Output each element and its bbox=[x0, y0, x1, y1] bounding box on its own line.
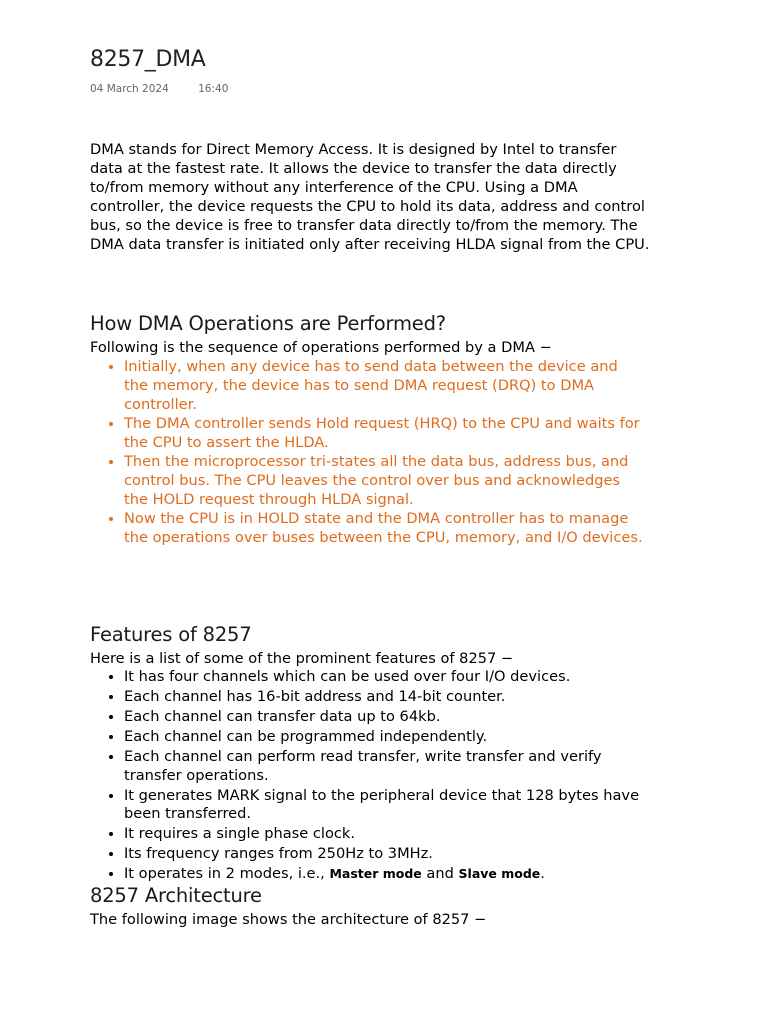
page-date: 04 March 2024 bbox=[90, 83, 169, 95]
list-item-modes bbox=[124, 865, 644, 884]
operations-list bbox=[90, 357, 644, 547]
master-mode-label: Master mode bbox=[329, 866, 422, 881]
list-item: • Its frequency ranges from 250Hz to 3MHz. bbox=[124, 845, 644, 864]
list-item: • Now the CPU is in HOLD state and the DMA controller has to manage the operations over buses between the CPU, memory, and I/O devices. bbox=[124, 509, 644, 547]
page-title: 8257_DMA bbox=[90, 47, 206, 72]
list-item: • Initially, when any device has to send data between the device and the memory, the device has to send DMA request (DRQ) to DMA controller. bbox=[124, 357, 644, 414]
list-item: • The DMA controller sends Hold request (HRQ) to the CPU and waits for the CPU to assert the HLDA. bbox=[124, 414, 644, 452]
list-item: • It generates MARK signal to the peripheral device that 128 bytes have been transferred. bbox=[124, 787, 644, 824]
features-lead: Here is a list of some of the prominent features of 8257 − bbox=[90, 650, 514, 667]
modes-suffix: . bbox=[540, 865, 545, 882]
slave-mode-label: Slave mode bbox=[458, 866, 541, 881]
section-heading-architecture: 8257 Architecture bbox=[90, 884, 262, 907]
intro-paragraph: DMA stands for Direct Memory Access. It is designed by Intel to transfer data at the fastest rate. It allows the device to transfer the data directly to/from memory without any interference of the CPU. Using a DMA controller, the device requests the CPU to hold its data, address and control bus, so the device is free to transfer data directly to/from the memory. The DMA data transfer is initiated only after receiving HLDA signal from the CPU. bbox=[90, 141, 650, 253]
operations-lead: Following is the sequence of operations performed by a DMA − bbox=[90, 339, 552, 356]
architecture-lead: The following image shows the architecture of 8257 − bbox=[90, 911, 487, 928]
list-item: • It has four channels which can be used over four I/O devices. bbox=[124, 668, 644, 687]
modes-prefix: It operates in 2 modes, i.e., bbox=[124, 865, 325, 882]
list-item: • Each channel can transfer data up to 64kb. bbox=[124, 708, 644, 727]
page-time: 16:40 bbox=[198, 83, 229, 95]
list-item: • Each channel can be programmed independently. bbox=[124, 728, 644, 747]
list-item: • Each channel has 16-bit address and 14-bit counter. bbox=[124, 688, 644, 707]
page-meta bbox=[90, 83, 228, 95]
features-list bbox=[90, 668, 644, 885]
list-item: • Each channel can perform read transfer, write transfer and verify transfer operations. bbox=[124, 748, 644, 785]
section-heading-features: Features of 8257 bbox=[90, 623, 252, 646]
list-item: • Then the microprocessor tri-states all the data bus, address bus, and control bus. The CPU leaves the control over bus and acknowledges the HOLD request through HLDA signal. bbox=[124, 452, 644, 509]
list-item: • It requires a single phase clock. bbox=[124, 825, 644, 844]
section-heading-operations: How DMA Operations are Performed? bbox=[90, 312, 446, 335]
modes-and: and bbox=[426, 865, 454, 882]
